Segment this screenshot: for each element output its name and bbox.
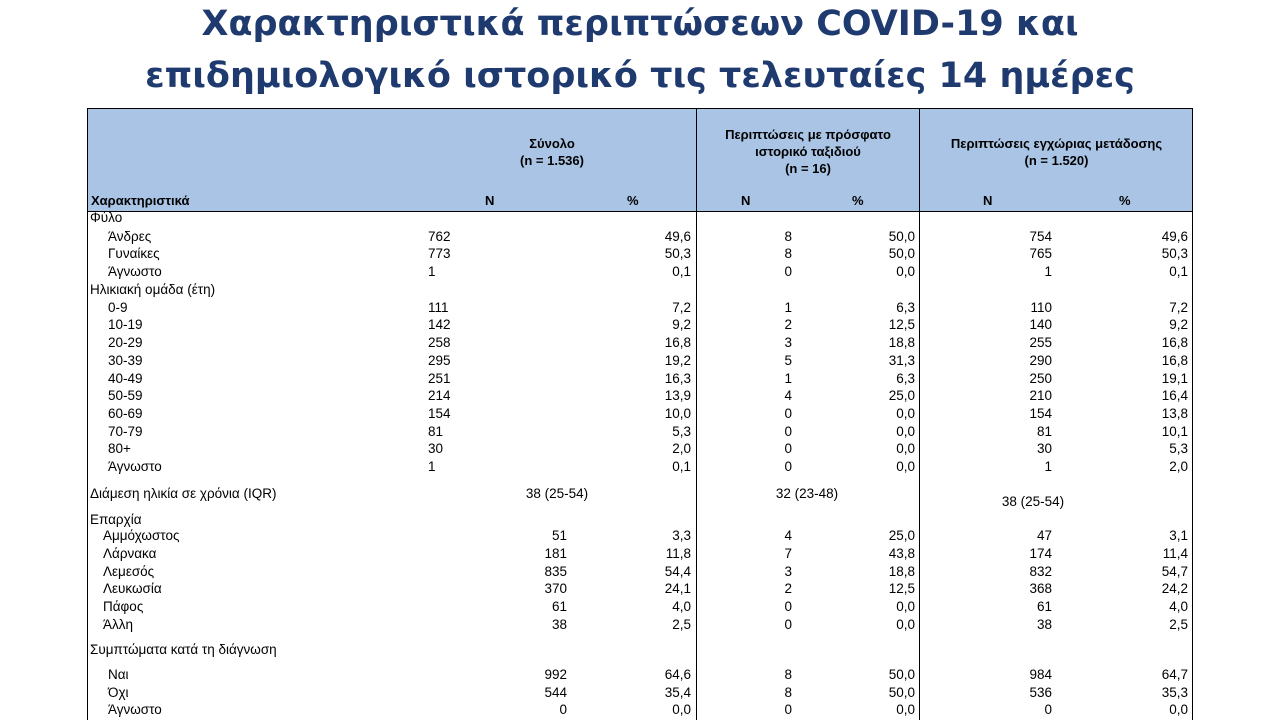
- cell-total-n: 258: [428, 335, 451, 350]
- cell-travel-n: 2: [784, 317, 792, 332]
- row-label: Όχι: [108, 685, 129, 700]
- column-divider-1: [696, 108, 697, 720]
- header-n-3: N: [983, 193, 993, 208]
- cell-local-pct: 13,8: [1161, 406, 1188, 421]
- cell-travel-pct: 50,0: [888, 246, 915, 261]
- cell-local-n: 250: [1029, 371, 1052, 386]
- table-left-border: [87, 108, 88, 720]
- cell-total-pct: 64,6: [664, 667, 691, 682]
- header-travel-line2: ιστορικό ταξιδιού: [755, 144, 861, 159]
- cell-travel-pct: 0,0: [896, 424, 915, 439]
- cell-travel-n: 0: [784, 441, 792, 456]
- section-median: Διάμεση ηλικία σε χρόνια (IQR): [90, 486, 277, 501]
- row-label: Άγνωστο: [108, 264, 162, 279]
- cell-local-pct: 16,8: [1161, 335, 1188, 350]
- cell-travel-n: 1: [784, 371, 792, 386]
- cell-travel-n: 8: [784, 229, 792, 244]
- cell-local-pct: 5,3: [1169, 441, 1188, 456]
- cell-total-n: 251: [428, 371, 451, 386]
- cell-local-n: 154: [1029, 406, 1052, 421]
- cell-local-pct: 3,1: [1169, 528, 1188, 543]
- cell-total-pct: 3,3: [672, 528, 691, 543]
- cell-local-n: 81: [1036, 424, 1052, 439]
- cell-travel-n: 8: [784, 667, 792, 682]
- cell-local-n: 47: [1036, 528, 1052, 543]
- cell-travel-pct: 43,8: [888, 546, 915, 561]
- cell-total-pct: 7,2: [672, 300, 691, 315]
- section-sex: Φύλο: [90, 210, 123, 225]
- column-divider-2: [919, 108, 920, 720]
- cell-total-n: 295: [428, 353, 451, 368]
- header-n-2: N: [741, 193, 751, 208]
- row-label: Λευκωσία: [103, 581, 162, 596]
- cell-local-n: 174: [1029, 546, 1052, 561]
- row-label: 0-9: [108, 300, 128, 315]
- cell-local-pct: 54,7: [1161, 564, 1188, 579]
- median-total: 38 (25-54): [525, 486, 589, 501]
- cell-travel-n: 0: [784, 406, 792, 421]
- cell-total-n: 0: [559, 702, 567, 717]
- cell-travel-n: 0: [784, 459, 792, 474]
- row-label: Άνδρες: [108, 229, 152, 244]
- cell-total-n: 142: [428, 317, 451, 332]
- cell-total-n: 1: [428, 459, 436, 474]
- cell-total-n: 111: [428, 300, 449, 315]
- cell-local-pct: 2,0: [1169, 459, 1188, 474]
- cell-travel-pct: 6,3: [896, 371, 915, 386]
- cell-total-pct: 16,3: [664, 371, 691, 386]
- cell-total-n: 544: [544, 685, 567, 700]
- cell-travel-n: 8: [784, 685, 792, 700]
- cell-total-pct: 35,4: [664, 685, 691, 700]
- cell-travel-pct: 50,0: [888, 229, 915, 244]
- cell-local-pct: 10,1: [1161, 424, 1188, 439]
- header-n-1: N: [485, 193, 495, 208]
- cell-total-pct: 2,5: [672, 617, 691, 632]
- row-label: 70-79: [108, 424, 143, 439]
- cell-total-pct: 5,3: [672, 424, 691, 439]
- cell-total-n: 835: [544, 564, 567, 579]
- header-pct-3: %: [1119, 193, 1131, 208]
- slide-title: [0, 0, 1280, 102]
- cell-local-pct: 7,2: [1169, 300, 1188, 315]
- cell-travel-n: 5: [784, 353, 792, 368]
- header-characteristics: Χαρακτηριστικά: [91, 193, 190, 208]
- row-label: 10-19: [108, 317, 143, 332]
- cell-local-pct: 19,1: [1161, 371, 1188, 386]
- cell-travel-pct: 0,0: [896, 441, 915, 456]
- cell-local-pct: 0,1: [1169, 264, 1188, 279]
- cell-local-pct: 2,5: [1169, 617, 1188, 632]
- cell-local-n: 38: [1036, 617, 1052, 632]
- cell-local-pct: 64,7: [1161, 667, 1188, 682]
- title-line-2: επιδημιολογικό ιστορικό τις τελευταίες 14 ημέρες: [145, 56, 1135, 96]
- header-travel-n: (n = 16): [785, 161, 831, 176]
- cell-travel-pct: 0,0: [896, 599, 915, 614]
- cell-local-n: 255: [1029, 335, 1052, 350]
- cell-travel-n: 0: [784, 424, 792, 439]
- row-label: 80+: [108, 441, 131, 456]
- cell-total-n: 214: [428, 388, 451, 403]
- cell-travel-pct: 25,0: [888, 528, 915, 543]
- cell-travel-n: 0: [784, 599, 792, 614]
- cell-local-pct: 50,3: [1161, 246, 1188, 261]
- cell-total-pct: 2,0: [672, 441, 691, 456]
- cell-local-n: 210: [1029, 388, 1052, 403]
- cell-local-n: 290: [1029, 353, 1052, 368]
- cell-total-pct: 9,2: [672, 317, 691, 332]
- cell-travel-pct: 0,0: [896, 406, 915, 421]
- cell-local-pct: 24,2: [1161, 581, 1188, 596]
- cell-travel-n: 4: [784, 388, 792, 403]
- cell-local-n: 754: [1029, 229, 1052, 244]
- cell-total-pct: 19,2: [664, 353, 691, 368]
- cell-travel-pct: 12,5: [888, 317, 915, 332]
- row-label: 40-49: [108, 371, 143, 386]
- section-district: Επαρχία: [90, 512, 142, 527]
- table-header: [87, 108, 1193, 212]
- cell-total-pct: 10,0: [664, 406, 691, 421]
- cell-local-pct: 16,4: [1161, 388, 1188, 403]
- row-label: Ναι: [108, 667, 129, 682]
- cell-local-n: 61: [1036, 599, 1052, 614]
- cell-total-n: 30: [428, 441, 444, 456]
- cell-local-pct: 9,2: [1169, 317, 1188, 332]
- cell-travel-n: 4: [784, 528, 792, 543]
- cell-travel-pct: 18,8: [888, 335, 915, 350]
- row-label: Άγνωστο: [108, 459, 162, 474]
- cell-total-pct: 13,9: [664, 388, 691, 403]
- row-label: Άγνωστο: [108, 702, 162, 717]
- cell-total-pct: 4,0: [672, 599, 691, 614]
- cell-local-pct: 0,0: [1169, 702, 1188, 717]
- characteristics-table: [87, 108, 1193, 720]
- cell-total-n: 992: [544, 667, 567, 682]
- cell-travel-n: 3: [784, 564, 792, 579]
- header-local-n: (n = 1.520): [1024, 153, 1089, 168]
- cell-local-n: 140: [1029, 317, 1052, 332]
- cell-total-n: 773: [428, 246, 451, 261]
- cell-local-pct: 35,3: [1161, 685, 1188, 700]
- header-travel: [696, 126, 920, 177]
- cell-local-pct: 4,0: [1169, 599, 1188, 614]
- cell-total-pct: 16,8: [664, 335, 691, 350]
- cell-travel-pct: 6,3: [896, 300, 915, 315]
- cell-total-n: 154: [428, 406, 451, 421]
- cell-local-n: 536: [1029, 685, 1052, 700]
- header-total: [462, 135, 642, 169]
- cell-local-n: 0: [1044, 702, 1052, 717]
- cell-travel-n: 3: [784, 335, 792, 350]
- cell-travel-pct: 25,0: [888, 388, 915, 403]
- cell-total-n: 51: [551, 528, 567, 543]
- cell-local-pct: 16,8: [1161, 353, 1188, 368]
- cell-total-n: 38: [551, 617, 567, 632]
- cell-total-n: 61: [551, 599, 567, 614]
- cell-total-n: 762: [428, 229, 451, 244]
- cell-total-pct: 0,1: [672, 264, 691, 279]
- section-symptoms: Συμπτώματα κατά τη διάγνωση: [90, 642, 277, 657]
- cell-total-pct: 54,4: [664, 564, 691, 579]
- cell-total-n: 181: [544, 546, 567, 561]
- cell-total-pct: 24,1: [664, 581, 691, 596]
- cell-total-pct: 11,8: [665, 546, 691, 561]
- cell-local-n: 984: [1029, 667, 1052, 682]
- row-label: Λάρνακα: [103, 546, 157, 561]
- row-label: Γυναίκες: [108, 246, 160, 261]
- cell-local-n: 1: [1044, 459, 1052, 474]
- cell-travel-n: 1: [784, 300, 792, 315]
- cell-total-n: 1: [428, 264, 436, 279]
- table-right-border: [1192, 108, 1193, 720]
- cell-total-pct: 0,1: [672, 459, 691, 474]
- cell-local-n: 30: [1036, 441, 1052, 456]
- row-label: 20-29: [108, 335, 143, 350]
- header-pct-2: %: [852, 193, 864, 208]
- cell-local-n: 368: [1029, 581, 1052, 596]
- row-label: 50-59: [108, 388, 143, 403]
- header-travel-line1: Περιπτώσεις με πρόσφατο: [725, 127, 891, 142]
- cell-local-n: 1: [1044, 264, 1052, 279]
- median-travel: 32 (23-48): [775, 486, 839, 501]
- cell-local-n: 765: [1029, 246, 1052, 261]
- row-label: 30-39: [108, 353, 143, 368]
- cell-travel-n: 2: [784, 581, 792, 596]
- cell-total-pct: 49,6: [664, 229, 691, 244]
- cell-travel-n: 0: [784, 264, 792, 279]
- row-label: Άλλη: [103, 617, 134, 632]
- title-line-1: Χαρακτηριστικά περιπτώσεων COVID-19 και: [201, 4, 1079, 44]
- cell-travel-pct: 0,0: [896, 264, 915, 279]
- row-label: Πάφος: [103, 599, 144, 614]
- cell-travel-pct: 12,5: [888, 581, 915, 596]
- section-age: Ηλικιακή ομάδα (έτη): [90, 282, 216, 297]
- cell-local-pct: 11,4: [1162, 546, 1188, 561]
- cell-total-n: 370: [544, 581, 567, 596]
- row-label: Αμμόχωστος: [103, 528, 180, 543]
- row-label: Λεμεσός: [103, 564, 155, 579]
- cell-travel-pct: 31,3: [888, 353, 915, 368]
- median-local: 38 (25-54): [1001, 494, 1065, 509]
- cell-total-n: 81: [428, 424, 444, 439]
- cell-travel-pct: 50,0: [888, 667, 915, 682]
- cell-local-n: 110: [1030, 300, 1052, 315]
- cell-local-n: 832: [1029, 564, 1052, 579]
- cell-travel-pct: 18,8: [888, 564, 915, 579]
- header-pct-1: %: [627, 193, 639, 208]
- row-label: 60-69: [108, 406, 143, 421]
- header-local: [920, 135, 1193, 169]
- header-total-n: (n = 1.536): [520, 153, 584, 168]
- header-local-label: Περιπτώσεις εγχώριας μετάδοσης: [950, 136, 1163, 151]
- cell-local-pct: 49,6: [1161, 229, 1188, 244]
- cell-travel-pct: 0,0: [896, 459, 915, 474]
- cell-travel-pct: 0,0: [896, 617, 915, 632]
- cell-travel-pct: 50,0: [888, 685, 915, 700]
- cell-travel-n: 7: [784, 546, 792, 561]
- cell-travel-n: 0: [784, 702, 792, 717]
- cell-travel-pct: 0,0: [896, 702, 915, 717]
- cell-travel-n: 8: [784, 246, 792, 261]
- header-total-label: Σύνολο: [529, 136, 575, 151]
- cell-travel-n: 0: [784, 617, 792, 632]
- cell-total-pct: 0,0: [672, 702, 691, 717]
- cell-total-pct: 50,3: [664, 246, 691, 261]
